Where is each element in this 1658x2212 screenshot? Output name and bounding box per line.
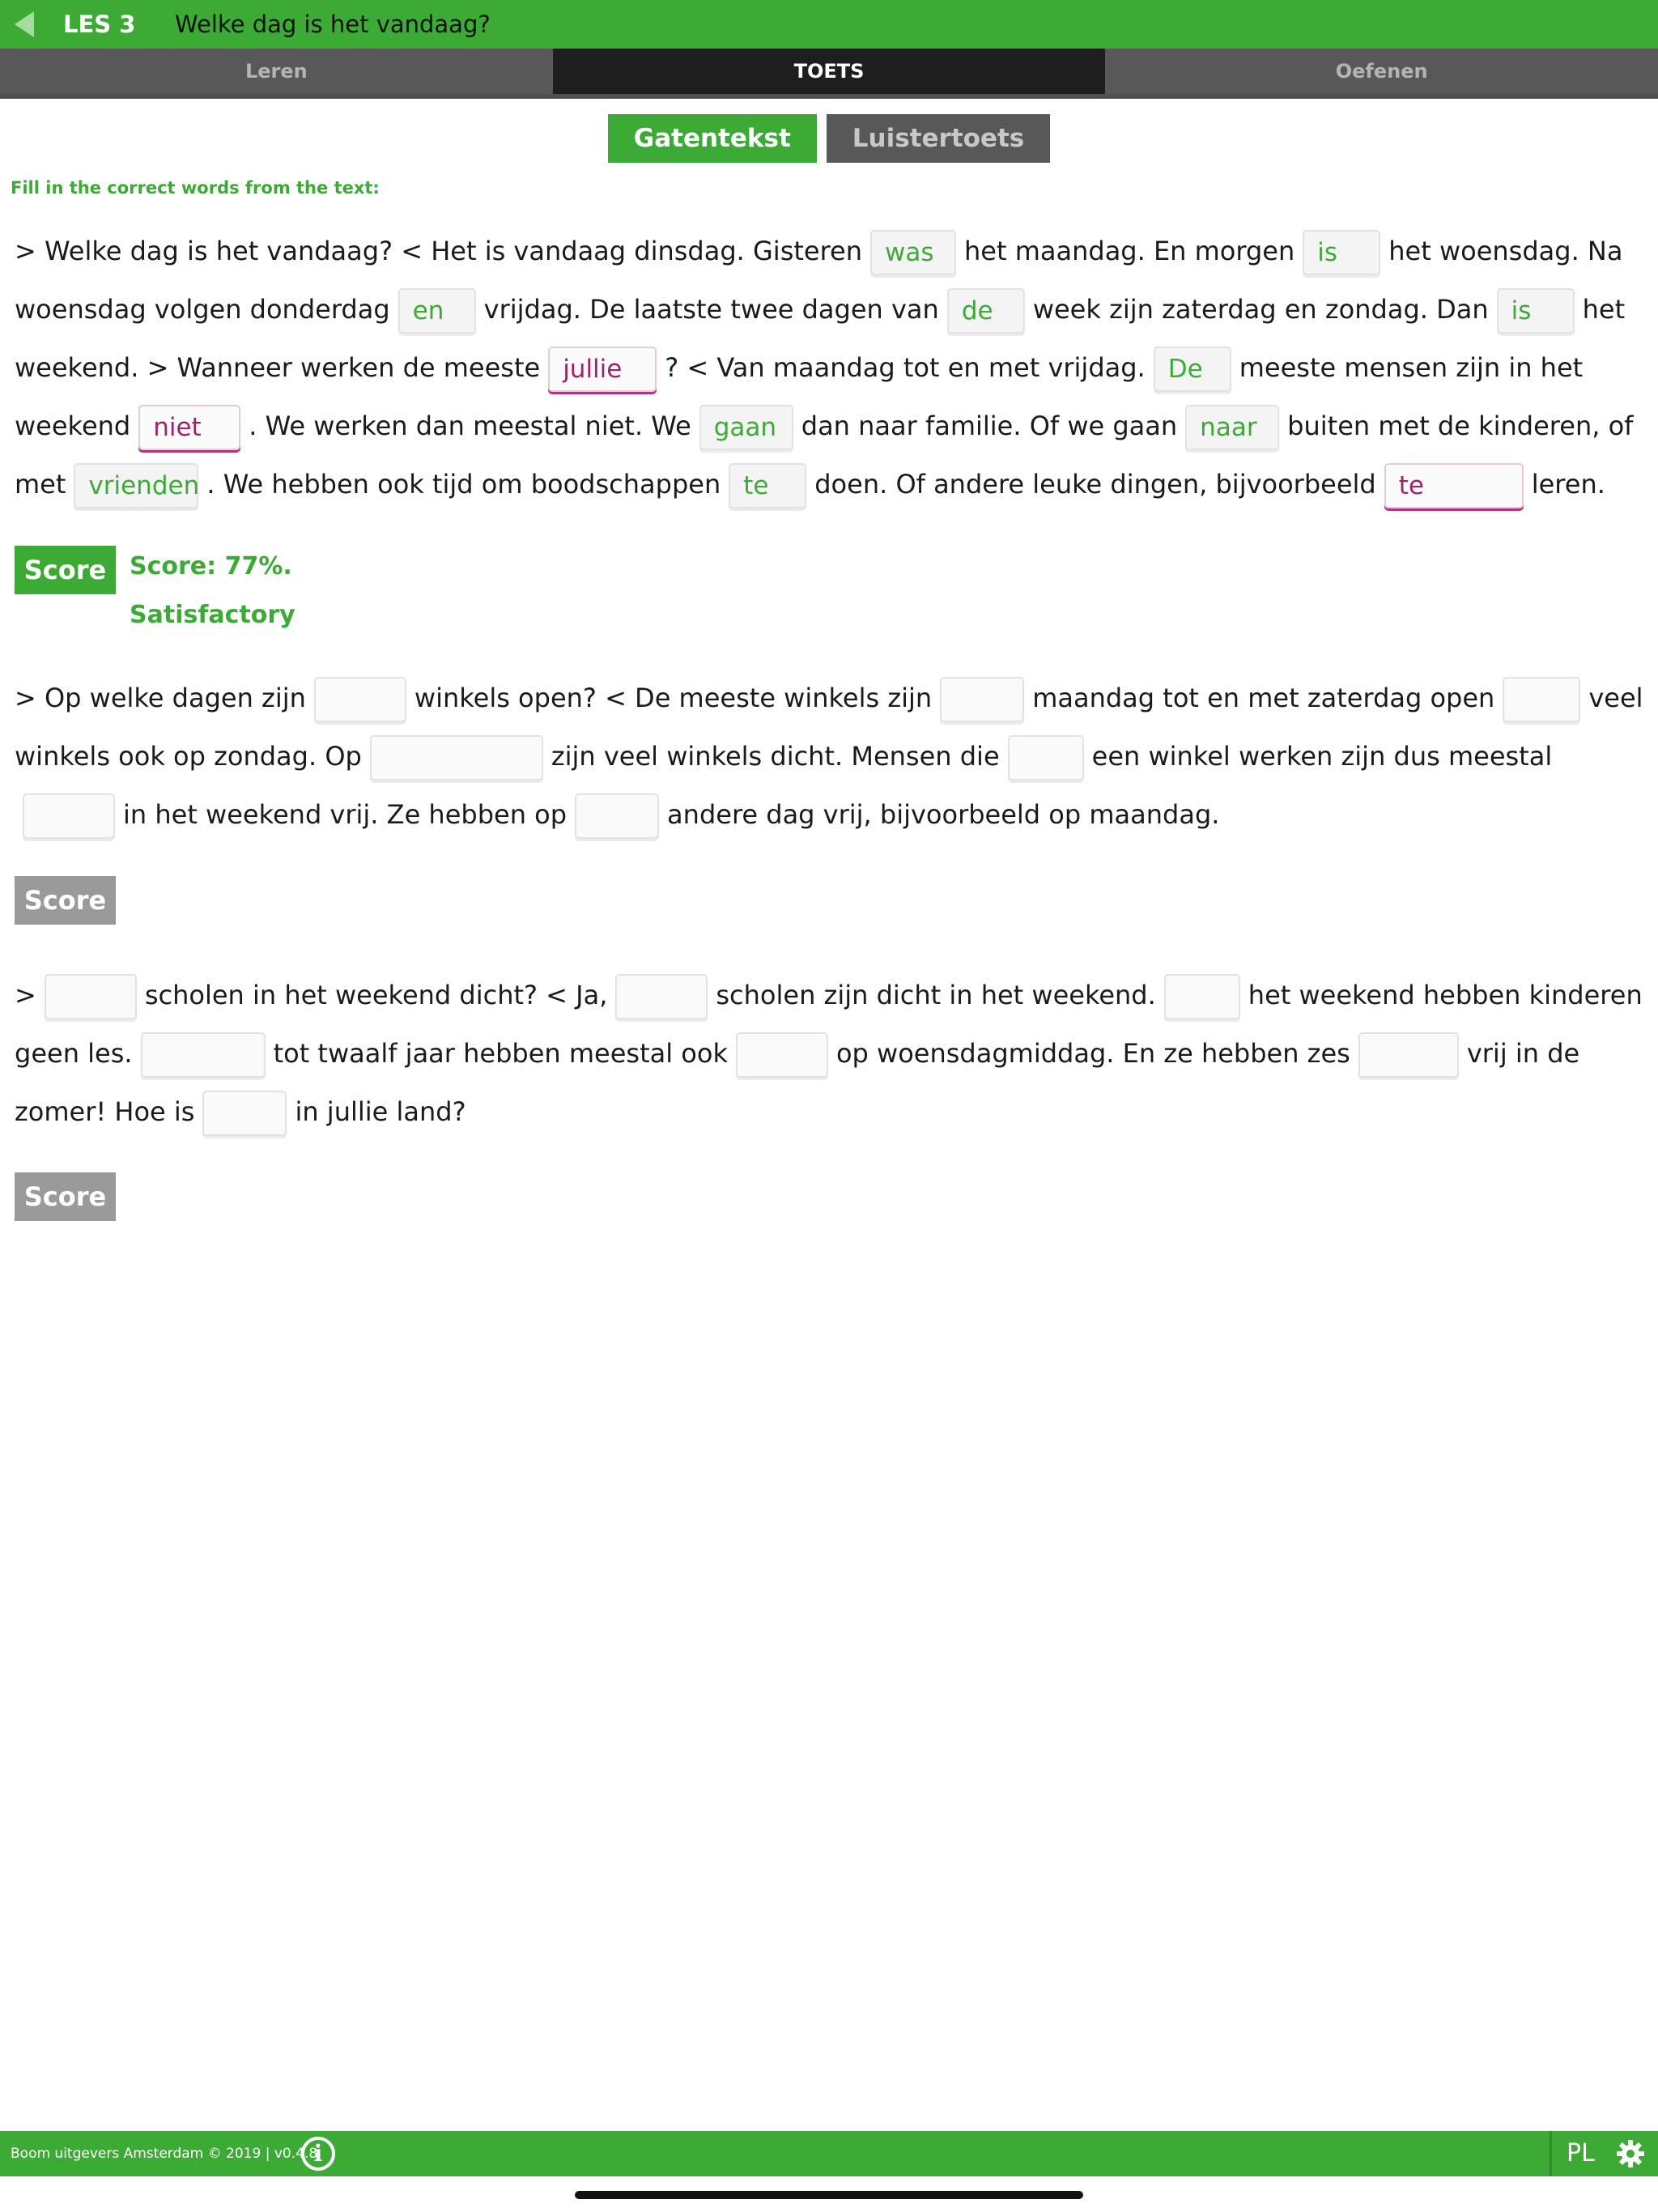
text-segment: het weekend. > Wanneer werken de meeste [15, 294, 1626, 383]
text-segment: . We hebben ook tijd om boodschappen [206, 469, 721, 500]
text-segment: het maandag. En morgen [964, 236, 1295, 266]
text-segment: ? < Van maandag tot en met vrijdag. [665, 352, 1146, 383]
exercise-3-text [15, 966, 1643, 1141]
language-selector[interactable]: PL [1567, 2139, 1595, 2167]
text-segment: scholen zijn dicht in het weekend. [716, 980, 1156, 1010]
text-segment: meeste mensen zijn in het weekend [15, 352, 1584, 441]
text-segment: dan naar familie. Of we gaan [801, 410, 1178, 441]
text-segment: doen. Of andere leuke dingen, bijvoorbeeld [814, 469, 1376, 500]
text-segment: > Welke dag is het vandaag? < Het is vandaag dinsdag. Gisteren [15, 236, 863, 266]
text-segment: vrijdag. De laatste twee dagen van [483, 294, 939, 325]
gap-input[interactable]: is [1303, 230, 1380, 275]
gap-input[interactable]: niet [138, 405, 240, 450]
tab-learn[interactable]: Leren [244, 60, 308, 83]
text-segment: > Op welke dagen zijn [15, 683, 306, 713]
text-segment: leren. [1531, 469, 1605, 500]
text-segment: andere dag vrij, bijvoorbeeld op maandag. [667, 799, 1220, 830]
text-segment: zijn veel winkels dicht. Mensen die [551, 741, 1000, 772]
gap-input[interactable] [1358, 1032, 1459, 1078]
score-grade: Satisfactory [130, 601, 295, 629]
exercise-1-text [15, 222, 1643, 513]
gap-input[interactable] [615, 974, 708, 1019]
text-segment: tot twaalf jaar hebben meestal ook [273, 1038, 728, 1069]
gap-input[interactable] [45, 974, 137, 1019]
gap-input[interactable]: was [870, 230, 956, 275]
text-segment: in jullie land? [295, 1096, 466, 1127]
sub-tabs [0, 114, 1658, 163]
gap-text-tab[interactable]: Gatentekst [608, 114, 817, 163]
gear-icon[interactable] [1616, 2139, 1645, 2168]
gap-input[interactable] [141, 1032, 266, 1078]
top-bar [0, 0, 1658, 49]
gap-input[interactable] [1008, 735, 1084, 781]
gap-input[interactable]: te [729, 463, 806, 508]
tab-test[interactable]: TOETS [553, 49, 1106, 94]
listening-test-tab[interactable]: Luistertoets [827, 114, 1050, 163]
text-segment: in het weekend vrij. Ze hebben op [123, 799, 568, 830]
text-segment: het weekend hebben kinderen geen les. [15, 980, 1643, 1069]
text-segment: . We werken dan meestal niet. We [249, 410, 691, 441]
gap-input[interactable] [23, 793, 115, 839]
text-segment: veel winkels ook op zondag. Op [15, 683, 1643, 772]
home-indicator[interactable] [575, 2191, 1083, 2199]
gap-input[interactable] [1164, 974, 1240, 1019]
text-segment: het woensdag. Na woensdag volgen donderdag [15, 236, 1623, 325]
footer [0, 2131, 1658, 2176]
main-tabs [0, 49, 1658, 99]
gap-input[interactable]: De [1154, 347, 1231, 392]
footer-divider [1550, 2131, 1552, 2176]
lesson-number: LES 3 [63, 11, 136, 38]
text-segment: buiten met de kinderen, of met [15, 410, 1634, 500]
exercise-2-text [15, 669, 1643, 844]
gap-input[interactable]: de [947, 288, 1025, 334]
gap-input[interactable] [314, 677, 406, 722]
text-segment: week zijn zaterdag en zondag. Dan [1032, 294, 1489, 325]
text-segment: maandag tot en met zaterdag open [1032, 683, 1495, 713]
gap-input[interactable]: naar [1185, 405, 1279, 450]
gap-input[interactable]: is [1497, 288, 1575, 334]
text-segment: > [15, 980, 36, 1010]
gap-input[interactable]: jullie [548, 347, 657, 392]
score-result: Score: 77%. [130, 552, 292, 581]
gap-input[interactable]: te [1384, 463, 1524, 508]
instruction-text: Fill in the correct words from the text: [11, 178, 380, 198]
gap-input[interactable] [575, 793, 659, 839]
score-button[interactable]: Score [15, 876, 116, 925]
text-segment: winkels open? < De meeste winkels zijn [414, 683, 933, 713]
gap-input[interactable] [202, 1091, 287, 1136]
gap-input[interactable]: en [398, 288, 476, 334]
score-button[interactable]: Score [15, 546, 116, 594]
page-title: Welke dag is het vandaag? [175, 11, 491, 38]
gap-input[interactable]: gaan [699, 405, 793, 450]
info-icon[interactable]: i [301, 2137, 335, 2171]
gap-input[interactable] [370, 735, 543, 781]
score-button[interactable]: Score [15, 1172, 116, 1221]
tab-practice[interactable]: Oefenen [1335, 60, 1428, 83]
text-segment: scholen in het weekend dicht? < Ja, [144, 980, 608, 1010]
gap-input[interactable] [1503, 677, 1580, 722]
text-segment: een winkel werken zijn dus meestal [1091, 741, 1553, 772]
back-arrow-icon[interactable] [15, 11, 34, 37]
text-segment: op woensdagmiddag. En ze hebben zes [835, 1038, 1350, 1069]
gap-input[interactable]: vrienden [74, 463, 198, 508]
gap-input[interactable] [940, 677, 1024, 722]
copyright-text: Boom uitgevers Amsterdam © 2019 | v0.4.8 [11, 2146, 318, 2162]
text-segment: vrij in de zomer! Hoe is [15, 1038, 1580, 1127]
gap-input[interactable] [736, 1032, 828, 1078]
